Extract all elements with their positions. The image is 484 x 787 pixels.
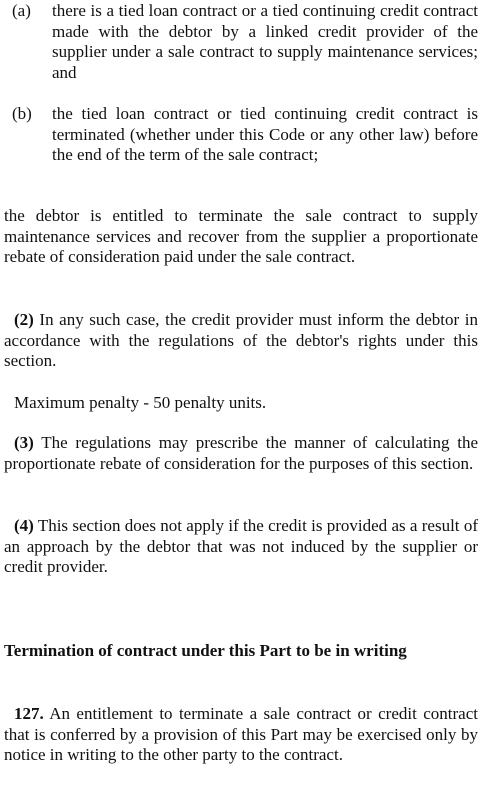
subsection-2 <box>4 310 478 372</box>
list-item-a <box>4 1 478 83</box>
list-item-b <box>4 104 478 166</box>
subsection-text: The regulations may prescribe the manner of calculating the proportionate rebate of consideration for the purposes of this section. <box>4 433 478 473</box>
section-number: 127. <box>14 704 44 723</box>
item-label: (a) <box>12 1 31 20</box>
item-label: (b) <box>12 104 32 123</box>
subsection-3 <box>4 433 478 474</box>
item-text: there is a tied loan contract or a tied continuing credit contract made with the debtor by a linked credit provider of the supplier under a sale contract to supply maintenance services; and <box>52 1 478 82</box>
debtor-entitlement-paragraph: the debtor is entitled to terminate the sale contract to supply maintenance services and recover from the supplier a proportionate rebate of consideration paid under the sale contract. <box>4 206 478 267</box>
section-heading: Termination of contract under this Part to be in writing <box>4 641 407 660</box>
section-text: An entitlement to terminate a sale contract or credit contract that is conferred by a provision of this Part may be exercised only by notice in writing to the other party to the contract. <box>4 704 478 765</box>
subsection-number: (2) <box>14 310 34 329</box>
subsection-text: In any such case, the credit provider must inform the debtor in accordance with the regulations of the debtor's rights under this section. <box>4 310 478 371</box>
section-127 <box>4 704 478 766</box>
subsection-text: This section does not apply if the credit is provided as a result of an approach by the debtor that was not induced by the supplier or credit provider. <box>4 516 478 577</box>
item-text: the tied loan contract or tied continuing credit contract is terminated (whether under this Code or any other law) before the end of the term of the sale contract; <box>52 104 478 165</box>
subsection-number: (3) <box>14 433 34 452</box>
subsection-number: (4) <box>14 516 34 535</box>
penalty-line: Maximum penalty - 50 penalty units. <box>14 393 267 412</box>
subsection-4 <box>4 516 478 578</box>
